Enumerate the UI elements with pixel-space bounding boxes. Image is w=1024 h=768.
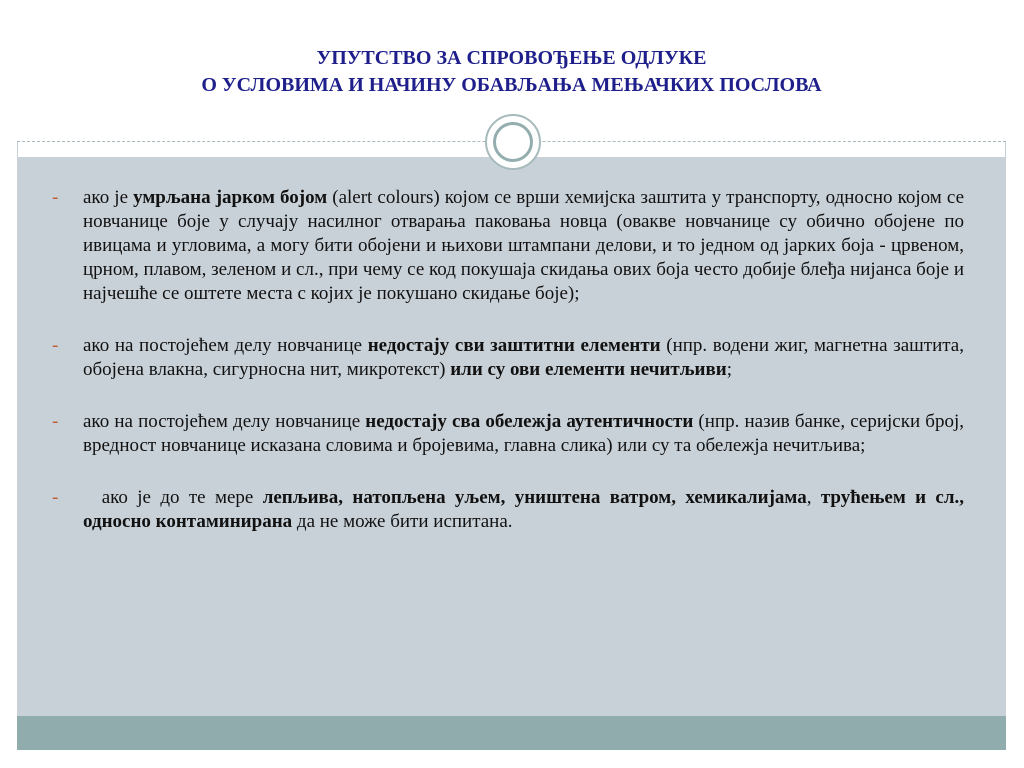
bullet-text: ако је до те мере	[83, 487, 263, 508]
bullet-item-stained	[52, 186, 964, 306]
bullet-text: (alert colours) којом се врши хемијска заштита у транспорту, односно којом се новчанице боје у случају насилног отварања паковања новца (овакве новчанице су обично обојене по ивицама и угловима, а могу бити обојени и њихови штампани делови, и то једном од јарких боја - црвеном, црном, плавом, зеленом и сл., при чему се код покушаја скидања ових боја често добије блеђа нијанса боје и најчешће се оштете места с којих је покушано скидање боје);	[83, 187, 964, 304]
bullet-bold-text: трућењем и сл., односно контаминирана	[83, 487, 965, 532]
bullet-text: да не може бити испитана.	[292, 511, 513, 532]
bullet-bold-text: умрљана јарком бојом	[133, 187, 328, 208]
bullet-marker: -	[52, 187, 59, 208]
bullet-text: ако на постојећем делу новчанице	[83, 411, 366, 432]
bullet-marker: -	[52, 411, 59, 432]
bullet-bold-text: недостају сва обележја аутентичности	[365, 411, 694, 432]
bullet-bold-text: лепљива, натопљена уљем, уништена ватром, хемикалијама	[262, 487, 807, 508]
decorative-circle-inner	[493, 122, 533, 162]
slide-title	[17, 45, 1006, 99]
title-line-1: УПУТСТВО ЗА СПРОВОЂЕЊЕ ОДЛУКЕ	[316, 47, 707, 69]
bullet-bold-text: недостају сви заштитни елементи	[367, 335, 661, 356]
bullet-text: (нпр. водени жиг, магнетна заштита, обојена влакна, сигурносна нит, микротекст)	[83, 335, 964, 380]
bullet-bold-text: или су ови елементи нечитљиви	[450, 359, 727, 380]
decorative-circle-icon	[485, 114, 541, 170]
bullet-text: ;	[726, 359, 732, 380]
footer-band	[17, 716, 1006, 750]
bullet-item-missing-authenticity	[52, 410, 964, 458]
bullet-item-missing-security	[52, 334, 964, 382]
bullet-marker: -	[52, 487, 59, 508]
title-line-2: О УСЛОВИМА И НАЧИНУ ОБАВЉАЊА МЕЊАЧКИХ ПОСЛОВА	[201, 74, 822, 96]
bullet-text: ако на постојећем делу новчанице	[83, 335, 368, 356]
bullet-text: (нпр. назив банке, серијски број, вредност новчанице исказана словима и бројевима, главна слика) или су та обележја нечитљива;	[83, 411, 964, 456]
bullet-marker: -	[52, 335, 59, 356]
bullet-item-damaged	[52, 486, 964, 534]
bullet-text: ако је	[83, 187, 134, 208]
bullet-list	[52, 186, 964, 562]
bullet-text: ,	[806, 487, 821, 508]
